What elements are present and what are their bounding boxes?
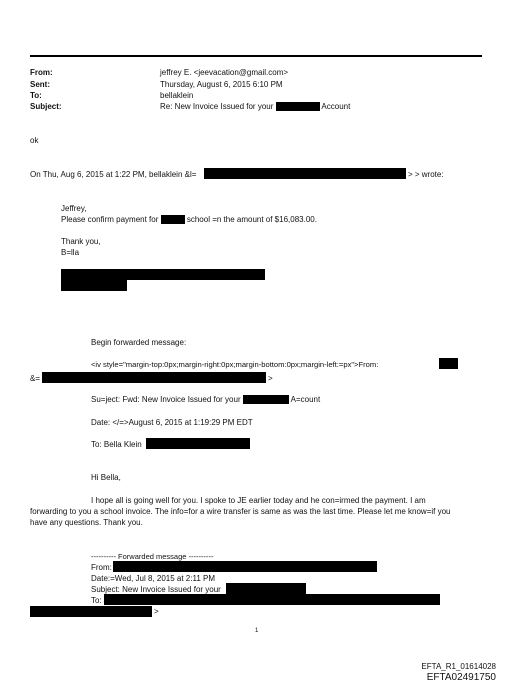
fwd-subject — [91, 395, 320, 405]
redaction-box — [226, 583, 306, 594]
fwd2-close: > — [154, 607, 159, 616]
fwd2-to: To: — [91, 596, 102, 605]
signature: B=lla — [61, 248, 80, 257]
redaction-box — [30, 606, 152, 617]
para-line-3: have any questions. Thank you. — [30, 518, 143, 527]
redaction-box — [61, 269, 265, 280]
confirm-prefix: Please confirm payment for — [61, 215, 159, 224]
quote-intro-suffix: > > wrote: — [408, 170, 444, 179]
redaction-box — [146, 438, 250, 449]
subject-label: Subject: — [30, 102, 62, 111]
redaction-box — [61, 280, 127, 291]
subject-value — [160, 102, 350, 112]
fwd2-date: Date:=Wed, Jul 8, 2015 at 2:11 PM — [91, 574, 215, 583]
fwd-to: To: Bella Klein — [91, 440, 142, 449]
amp-suffix: > — [268, 374, 273, 383]
redaction-box — [104, 594, 440, 605]
fwd-subject-suffix: A=count — [290, 395, 321, 404]
from-label: From: — [30, 68, 53, 77]
hi-line: Hi Bella, — [91, 473, 121, 482]
fwd-date: Date: </=>August 6, 2015 at 1:19:29 PM EDT — [91, 418, 253, 427]
fwd2-separator: ---------- Forwarded message ---------- — [91, 552, 214, 561]
redaction-box — [439, 358, 458, 369]
greeting: Jeffrey, — [61, 204, 87, 213]
redaction-box — [113, 561, 377, 572]
fwd2-subject: Subject: New Invoice Issued for your — [91, 585, 221, 594]
to-value: bellaklein — [160, 91, 194, 100]
subject-prefix: Re: New Invoice Issued for your — [160, 102, 274, 111]
forward-begin: Begin forwarded message: — [91, 338, 187, 347]
from-value: jeffrey E. <jeevacation@gmail.com> — [160, 68, 289, 77]
fwd-subject-prefix: Su=ject: Fwd: New Invoice Issued for your — [91, 395, 241, 404]
subject-suffix: Account — [321, 102, 351, 111]
reply-text: ok — [30, 136, 39, 145]
redaction-box — [204, 168, 406, 179]
fwd2-from: From: — [91, 563, 112, 572]
to-label: To: — [30, 91, 42, 100]
header-rule — [30, 55, 482, 57]
quote-intro-prefix: On Thu, Aug 6, 2015 at 1:22 PM, bellaklein &l= — [30, 170, 197, 179]
confirm-line — [61, 215, 317, 225]
sent-label: Sent: — [30, 80, 50, 89]
footer-id-1: EFTA_R1_01614028 — [421, 662, 496, 671]
footer-id-2: EFTA02491750 — [426, 672, 496, 683]
thanks: Thank you, — [61, 237, 101, 246]
redaction-box — [161, 215, 185, 224]
redaction-box — [276, 102, 320, 111]
confirm-suffix: school =n the amount of $16,083.00. — [186, 215, 317, 224]
para-line-1: I hope all is going well for you. I spoke to JE earlier today and he con=irmed the payment. I am — [91, 496, 426, 505]
redaction-box — [42, 372, 266, 383]
fwd-style-line: <iv style="margin-top:0px;margin-right:0px;margin-bottom:0px;margin-left:=px">From: — [91, 360, 379, 369]
sent-value: Thursday, August 6, 2015 6:10 PM — [160, 80, 283, 89]
amp-prefix: &= — [30, 374, 41, 383]
redaction-box — [243, 395, 289, 404]
para-line-2: forwarding to you a school invoice. The info=for a wire transfer is same as was the last time. Please let me know=if you — [30, 507, 451, 516]
page-number: 1 — [255, 628, 259, 634]
